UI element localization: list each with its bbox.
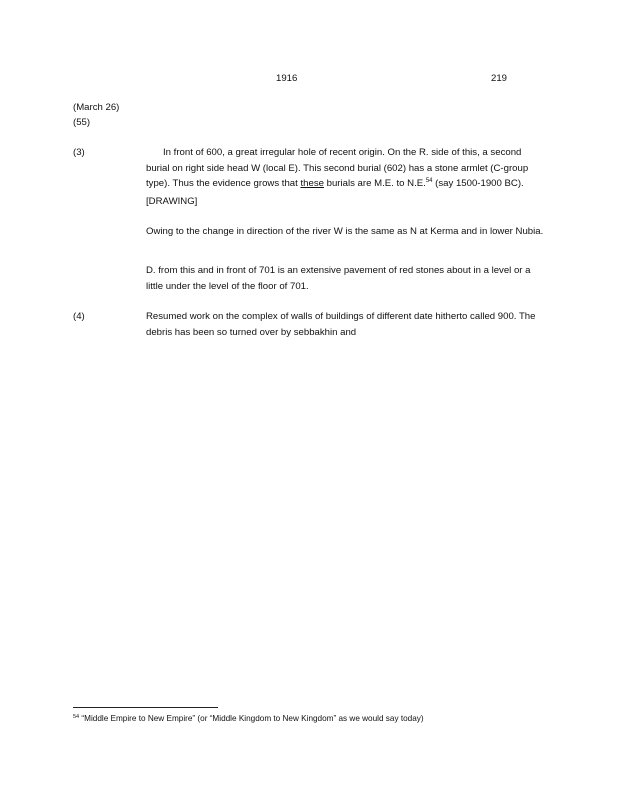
para-text-b: burials are M.E. to N.E. [323,178,426,189]
para-text-c: (say 1500-1900 BC). [432,178,524,189]
drawing-placeholder: [DRAWING] [146,196,198,207]
footnote-marker: 54 [73,714,80,720]
entry-number-3: (3) [73,147,85,158]
entry-number-4: (4) [73,311,85,322]
underlined-word: these [300,178,324,189]
entry-3-paragraph-3: D. from this and in front of 701 is an extensive pavement of red stones about in a level or a little under the level of the floor of 701. [146,265,531,292]
page-year: 1916 [276,73,298,84]
footnote-text: “Middle Empire to New Empire” (or “Middle Kingdom to New Kingdom” as we would say today) [79,714,424,723]
footnote-reference: 54 [425,178,433,184]
footnote [73,713,424,725]
entry-4-paragraph-1: Resumed work on the complex of walls of buildings of different date hitherto called 900. The debris has been so turned over by sebbakhin and [146,311,536,338]
entry-reference: (55) [73,117,91,128]
entry-3-paragraph-1 [146,145,546,192]
entry-date: (March 26) [73,102,120,113]
footnote-divider [73,707,218,708]
para-text-a: In front of 600, a great irregular hole of recent origin. On the R. side of this, a second burial on right side head W (local E). This second burial (602) has a stone armlet (C-group type). Thus the evidence grows that [146,147,529,189]
entry-3-paragraph-2: Owing to the change in direction of the river W is the same as N at Kerma and in lower Nubia. [146,226,544,237]
page-number: 219 [491,73,508,84]
